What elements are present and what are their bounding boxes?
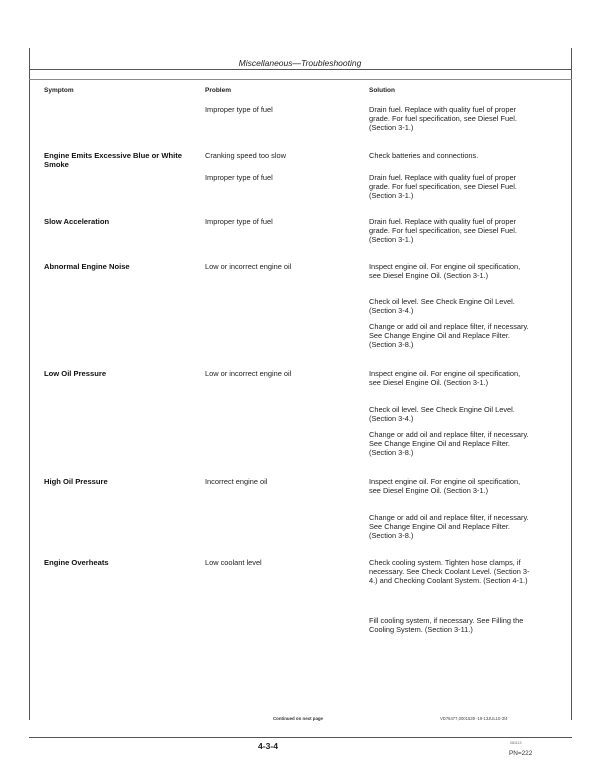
symptom-heading: High Oil Pressure: [44, 477, 108, 486]
solution-text: Change or add oil and replace filter, if necessary. See Change Engine Oil and Replace Filter. (Section 3-8.): [369, 322, 529, 350]
problem-text: Low or incorrect engine oil: [205, 262, 292, 271]
solution-text: Check oil level. See Check Engine Oil Level. (Section 3-4.): [369, 405, 515, 424]
solution-text: Change or add oil and replace filter, if necessary. See Change Engine Oil and Replace Filter. (Section 3-8.): [369, 430, 529, 458]
pn-number: PN=222: [509, 750, 533, 757]
document-code: VD76477,0001539 -19-13JUL10-3/4: [440, 716, 508, 721]
column-header-problem: Problem: [205, 87, 232, 94]
page-right-border: [571, 69, 572, 720]
page-number: 4-3-4: [258, 741, 279, 751]
solution-text: Change or add oil and replace filter, if necessary. See Change Engine Oil and Replace Filter. (Section 3-8.): [369, 513, 529, 541]
problem-text: Low or incorrect engine oil: [205, 369, 292, 378]
solution-text: Check cooling system. Tighten hose clamps, if necessary. See Check Coolant Level. (Section 3-4.) and Checking Coolant System. (Section 4-1.): [369, 558, 530, 586]
problem-text: Incorrect engine oil: [205, 477, 268, 486]
symptom-heading: Abnormal Engine Noise: [44, 262, 130, 271]
solution-text: Drain fuel. Replace with quality fuel of proper grade. For fuel specification, see Diesel Fuel. (Section 3-1.): [369, 173, 517, 201]
symptom-heading: Slow Acceleration: [44, 217, 110, 226]
footer-rule: [29, 737, 572, 738]
page-left-border: [29, 69, 30, 720]
problem-text: Low coolant level: [205, 558, 262, 567]
print-code: 081113: [510, 741, 522, 745]
continued-note: Continued on next page: [273, 716, 324, 721]
section-title: Miscellaneous—Troubleshooting: [238, 58, 362, 68]
problem-text: Improper type of fuel: [205, 217, 273, 226]
problem-text: Improper type of fuel: [205, 173, 273, 182]
table-header-rule: [29, 79, 572, 80]
problem-text: Improper type of fuel: [205, 105, 273, 114]
problem-text: Cranking speed too slow: [205, 151, 286, 160]
symptom-heading: Engine Emits Excessive Blue or White Smoke: [44, 151, 182, 170]
solution-text: Check batteries and connections.: [369, 151, 479, 160]
column-header-solution: Solution: [369, 87, 395, 94]
symptom-heading: Low Oil Pressure: [44, 369, 107, 378]
column-header-symptom: Symptom: [44, 87, 74, 94]
solution-text: Check oil level. See Check Engine Oil Level. (Section 3-4.): [369, 297, 515, 316]
solution-text: Inspect engine oil. For engine oil specification, see Diesel Engine Oil. (Section 3-1.): [369, 262, 521, 281]
symptom-heading: Engine Overheats: [44, 558, 109, 567]
solution-text: Drain fuel. Replace with quality fuel of proper grade. For fuel specification, see Diesel Fuel. (Section 3-1.): [369, 217, 517, 245]
solution-text: Drain fuel. Replace with quality fuel of proper grade. For fuel specification, see Diesel Fuel. (Section 3-1.): [369, 105, 517, 133]
header-divider: [29, 69, 572, 70]
solution-text: Inspect engine oil. For engine oil specification, see Diesel Engine Oil. (Section 3-1.): [369, 369, 521, 388]
solution-text: Fill cooling system, if necessary. See Filling the Cooling System. (Section 3-11.): [369, 616, 524, 635]
solution-text: Inspect engine oil. For engine oil specification, see Diesel Engine Oil. (Section 3-1.): [369, 477, 521, 496]
